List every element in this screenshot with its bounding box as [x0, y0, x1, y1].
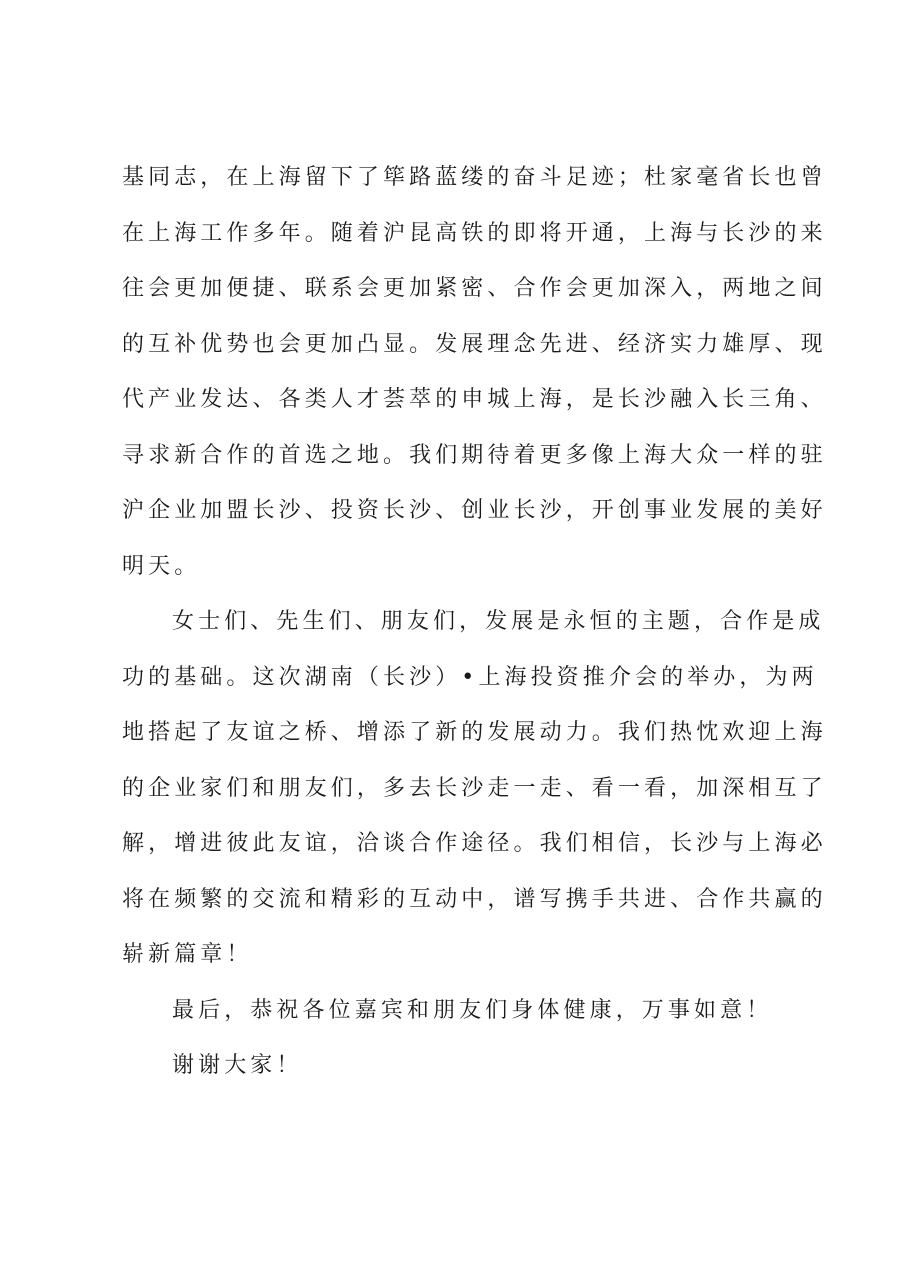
closing-wishes-line: 最后，恭祝各位嘉宾和朋友们身体健康，万事如意！ [172, 997, 773, 1023]
text-line: 解，增进彼此友谊，洽谈合作途径。我们相信，长沙与上海必 [122, 831, 827, 856]
text-line: 基同志，在上海留下了筚路蓝缕的奋斗足迹；杜家毫省长也曾 [122, 165, 827, 190]
paragraph-start-line: 女士们、先生们、朋友们，发展是永恒的主题，合作是成 [172, 609, 825, 634]
document-body [122, 150, 827, 1094]
text-line: 往会更加便捷、联系会更加紧密、合作会更加深入，两地之间 [122, 276, 827, 301]
text-line: 的互补优势也会更加凸显。发展理念先进、经济实力雄厚、现 [122, 331, 827, 357]
text-line: 的企业家们和朋友们，多去长沙走一走、看一看，加深相互了 [122, 775, 827, 801]
text-line: 在上海工作多年。随着沪昆高铁的即将开通，上海与长沙的来 [122, 220, 827, 246]
text-line: 代产业发达、各类人才荟萃的申城上海，是长沙融入长三角、 [122, 387, 827, 412]
text-line: 地搭起了友谊之桥、增添了新的发展动力。我们热忱欢迎上海 [122, 720, 827, 745]
text-line: 功的基础。这次湖南（长沙）•上海投资推介会的举办，为两 [122, 664, 818, 690]
text-line: 将在频繁的交流和精彩的互动中，谱写携手共进、合作共赢的 [122, 886, 827, 912]
text-line: 沪企业加盟长沙、投资长沙、创业长沙，开创事业发展的美好 [122, 498, 827, 523]
thank-you-line: 谢谢大家！ [172, 1053, 303, 1078]
text-line: 明天。 [122, 553, 201, 579]
text-line: 崭新篇章！ [122, 942, 253, 967]
text-line: 寻求新合作的首选之地。我们期待着更多像上海大众一样的驻 [122, 442, 827, 468]
